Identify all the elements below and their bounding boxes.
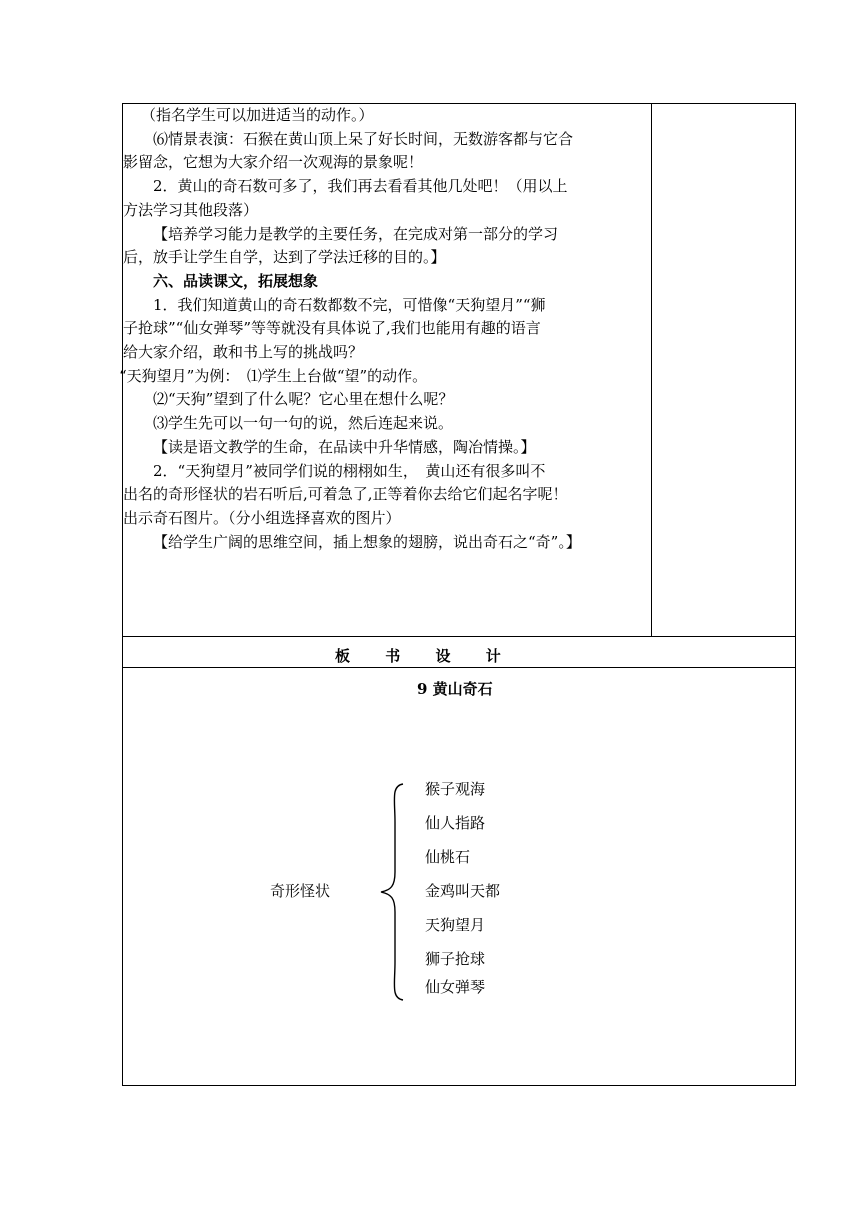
board-item: 猴子观海 [425, 780, 486, 798]
paragraph: 2．黄山的奇石数可多了，我们再去看看其他几处吧！（用以上 [153, 177, 568, 196]
paragraph: 给大家介绍，敢和书上写的挑战吗？ [123, 343, 364, 362]
paragraph: 影留念，它想为大家介绍一次观海的景象呢！ [123, 153, 424, 172]
paragraph: 出名的奇形怪状的岩石听后,可着急了,正等着你去给它们起名字呢！ [123, 485, 568, 504]
paragraph: ⑹情景表演：石猴在黄山顶上呆了好长时间，无数游客都与它合 [153, 129, 574, 148]
board-item: 仙人指路 [425, 814, 486, 832]
category-label: 奇形怪状 [270, 882, 331, 900]
heading-char: 设 [435, 647, 451, 665]
heading-char: 计 [485, 647, 501, 665]
board-item: 仙女弹琴 [425, 978, 486, 996]
board-title: 9 黄山奇石 [417, 680, 493, 698]
row-divider-top [123, 636, 795, 637]
paragraph: 方法学习其他段落） [123, 200, 259, 219]
paragraph: 1．我们知道黄山的奇石数都数不完，可惜像“天狗望月”“狮 [153, 295, 546, 314]
heading-char: 书 [385, 647, 401, 665]
lesson-plan-table [119, 103, 796, 1086]
board-item: 狮子抢球 [425, 950, 486, 968]
paragraph: “天狗望月”为例： ⑴学生上台做“望”的动作。 [119, 366, 428, 385]
column-divider [651, 104, 652, 636]
curly-brace-icon [377, 782, 407, 1002]
section-heading: 六、品读课文，拓展想象 [153, 271, 319, 290]
board-design-heading [335, 645, 531, 666]
paragraph: 后，放手让学生自学，达到了学法迁移的目的。】 [123, 248, 446, 267]
paragraph: 【读是语文教学的生命，在品读中升华情感，陶冶情操。】 [153, 437, 536, 456]
board-item: 仙桃石 [425, 848, 471, 866]
paragraph: 2．“天狗望月”被同学们说的栩栩如生， 黄山还有很多叫不 [153, 461, 546, 480]
paragraph: ⑶学生先可以一句一句的说，然后连起来说。 [153, 414, 454, 433]
paragraph: 【给学生广阔的思维空间，插上想象的翅膀，说出奇石之“奇”。】 [153, 532, 581, 551]
lesson-body [119, 104, 650, 554]
paragraph: 子抢球”“仙女弹琴”等等就没有具体说了,我们也能用有趣的语言 [123, 319, 541, 338]
paragraph: （指名学生可以加进适当的动作。） [141, 106, 374, 124]
paragraph: 【培养学习能力是教学的主要任务，在完成对第一部分的学习 [153, 224, 559, 243]
row-divider-bottom [123, 667, 795, 668]
board-item: 天狗望月 [425, 916, 486, 934]
board-item: 金鸡叫天都 [425, 882, 501, 900]
paragraph: ⑵“天狗”望到了什么呢？它心里在想什么呢？ [153, 390, 454, 409]
heading-char: 板 [335, 647, 351, 665]
paragraph: 出示奇石图片。（分小组选择喜欢的图片） [123, 508, 401, 527]
